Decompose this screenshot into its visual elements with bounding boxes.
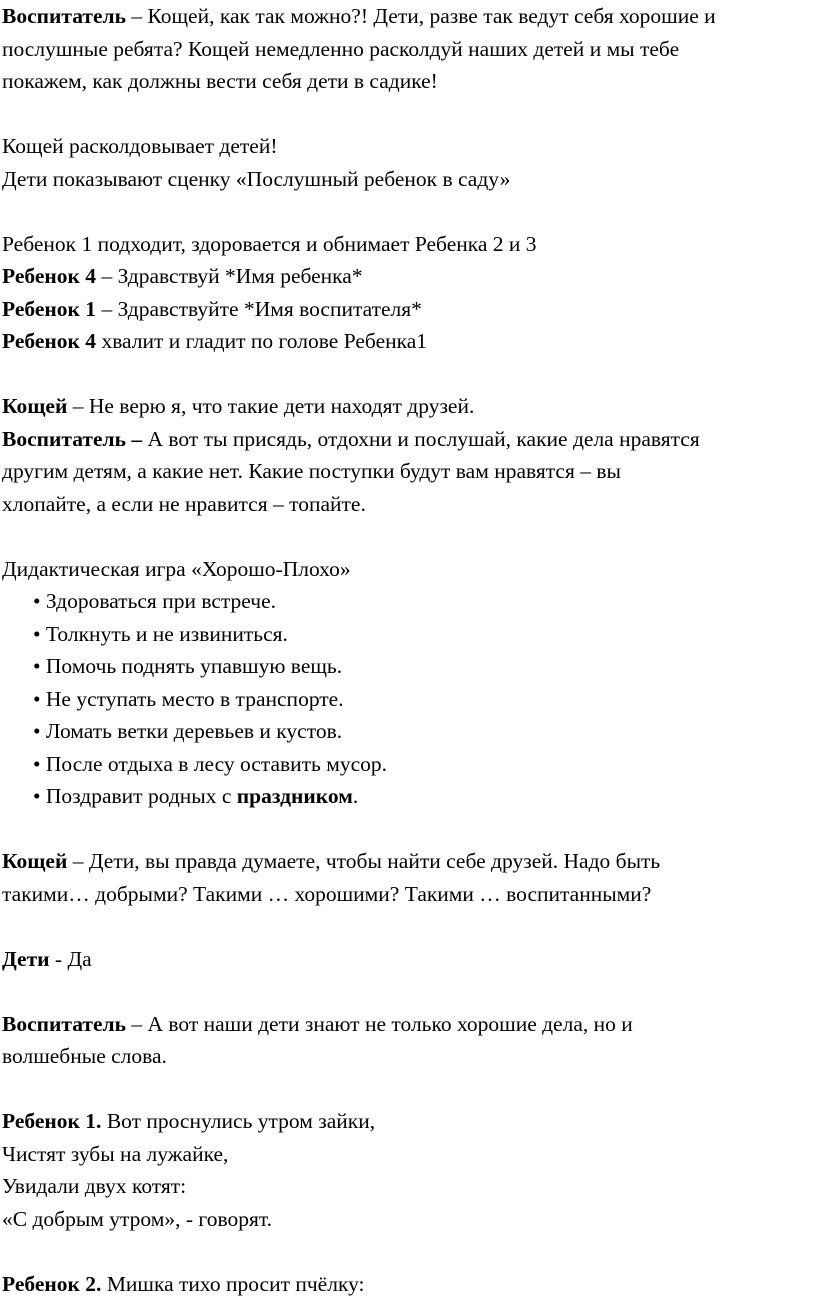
document-body: [2, 0, 814, 1300]
text-run: • Ломать ветки деревьев и кустов.: [33, 719, 342, 743]
text-run: Мишка тихо просит пчёлку:: [101, 1272, 364, 1296]
bullet-item: [2, 585, 814, 618]
text-line: [2, 488, 814, 521]
text-run: • Поздравит родных с: [33, 784, 237, 808]
text-line: [2, 163, 814, 196]
text-run: • Не уступать место в транспорте.: [33, 687, 344, 711]
bullet-item: [2, 683, 814, 716]
text-line: [2, 1138, 814, 1171]
text-line: [2, 65, 814, 98]
bold-text: Кощей: [2, 394, 67, 418]
text-line: [2, 455, 814, 488]
bullet-item: [2, 650, 814, 683]
bullet-item: [2, 748, 814, 781]
paragraph: [2, 130, 814, 195]
text-line: [2, 423, 814, 456]
text-line: [2, 228, 814, 261]
paragraph-spacer: [2, 520, 814, 553]
paragraph-spacer: [2, 975, 814, 1008]
bold-text: праздником: [237, 784, 353, 808]
bold-text: Ребенок 1.: [2, 1109, 101, 1133]
bold-text: Воспитатель: [2, 1012, 126, 1036]
text-run: – Кощей, как так можно?! Дети, разве так ведут себя хорошие и: [126, 4, 716, 28]
paragraph-spacer: [2, 358, 814, 391]
paragraph: [2, 943, 814, 976]
text-line: [2, 0, 814, 33]
text-line: [2, 878, 814, 911]
paragraph-spacer: [2, 195, 814, 228]
text-run: • Помочь поднять упавшую вещь.: [33, 654, 342, 678]
text-run: – Здравствуй *Имя ребенка*: [96, 264, 363, 288]
bold-text: Воспитатель: [2, 4, 126, 28]
text-run: Дидактическая игра «Хорошо-Плохо»: [2, 557, 351, 581]
text-line: [2, 1040, 814, 1073]
bold-text: Дети: [2, 947, 50, 971]
bold-text: Воспитатель –: [2, 427, 142, 451]
text-line: [2, 553, 814, 586]
text-line: [2, 33, 814, 66]
bullet-item: [2, 715, 814, 748]
paragraph-spacer: [2, 813, 814, 846]
text-run: - Да: [50, 947, 92, 971]
text-line: [2, 390, 814, 423]
text-run: – Здравствуйте *Имя воспитателя*: [96, 297, 422, 321]
text-line: [2, 845, 814, 878]
paragraph: [2, 390, 814, 520]
text-run: Вот проснулись утром зайки,: [101, 1109, 375, 1133]
text-line: [2, 1268, 814, 1300]
text-line: [2, 1203, 814, 1236]
bold-text: Ребенок 4: [2, 329, 96, 353]
text-line: [2, 1008, 814, 1041]
text-line: [2, 1170, 814, 1203]
text-line: [2, 325, 814, 358]
text-run: Чистят зубы на лужайке,: [2, 1142, 228, 1166]
text-run: Увидали двух котят:: [2, 1174, 186, 1198]
text-run: Ребенок 1 подходит, здоровается и обнимает Ребенка 2 и 3: [2, 232, 537, 256]
text-run: А вот ты присядь, отдохни и послушай, какие дела нравятся: [142, 427, 700, 451]
text-line: [2, 293, 814, 326]
text-run: хвалит и гладит по голове Ребенка1: [96, 329, 427, 353]
text-run: «С добрым утром», - говорят.: [2, 1207, 272, 1231]
paragraph: [2, 1268, 814, 1300]
text-run: • Толкнуть и не извиниться.: [33, 622, 288, 646]
text-run: – А вот наши дети знают не только хорошие дела, но и: [126, 1012, 633, 1036]
text-run: Кощей расколдовывает детей!: [2, 134, 277, 158]
text-run: другим детям, а какие нет. Какие поступки будут вам нравятся – вы: [2, 459, 621, 483]
paragraph: [2, 1105, 814, 1235]
paragraph-spacer: [2, 910, 814, 943]
text-run: • После отдыха в лесу оставить мусор.: [33, 752, 387, 776]
paragraph: [2, 845, 814, 910]
text-line: [2, 943, 814, 976]
text-run: • Здороваться при встрече.: [33, 589, 276, 613]
paragraph: [2, 553, 814, 813]
paragraph-spacer: [2, 98, 814, 131]
bold-text: Ребенок 1: [2, 297, 96, 321]
paragraph: [2, 0, 814, 98]
text-run: такими… добрыми? Такими … хорошими? Такими … воспитанными?: [2, 882, 651, 906]
bullet-item: [2, 780, 814, 813]
paragraph: [2, 228, 814, 358]
text-run: – Дети, вы правда думаете, чтобы найти себе друзей. Надо быть: [67, 849, 660, 873]
bold-text: Ребенок 2.: [2, 1272, 101, 1296]
text-run: .: [353, 784, 358, 808]
text-line: [2, 260, 814, 293]
bullet-item: [2, 618, 814, 651]
paragraph-spacer: [2, 1235, 814, 1268]
text-line: [2, 1105, 814, 1138]
text-run: – Не верю я, что такие дети находят друзей.: [67, 394, 474, 418]
bold-text: Кощей: [2, 849, 67, 873]
text-run: послушные ребята? Кощей немедленно расколдуй наших детей и мы тебе: [2, 37, 679, 61]
bold-text: Ребенок 4: [2, 264, 96, 288]
paragraph-spacer: [2, 1073, 814, 1106]
paragraph: [2, 1008, 814, 1073]
text-run: хлопайте, а если не нравится – топайте.: [2, 492, 366, 516]
text-line: [2, 130, 814, 163]
text-run: Дети показывают сценку «Послушный ребенок в саду»: [2, 167, 510, 191]
text-run: волшебные слова.: [2, 1044, 167, 1068]
text-run: покажем, как должны вести себя дети в садике!: [2, 69, 438, 93]
